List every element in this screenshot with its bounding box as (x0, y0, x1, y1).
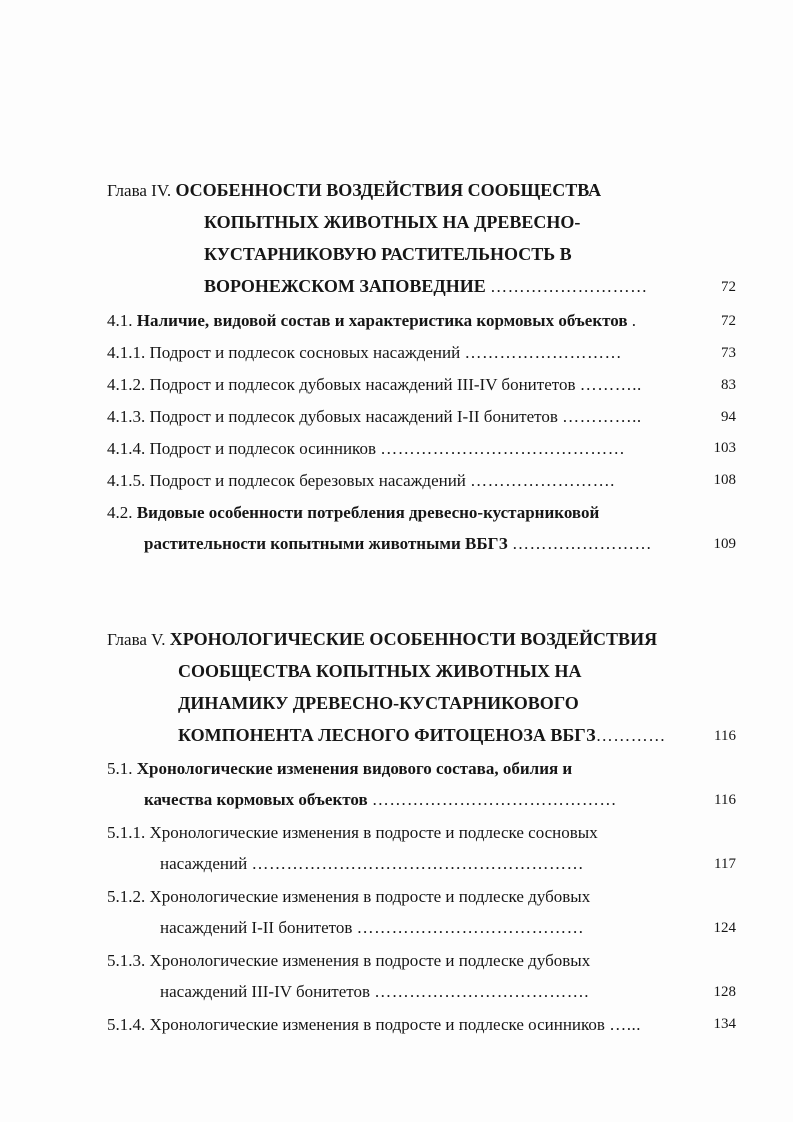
toc-entry-5-1-2-cont (160, 917, 584, 939)
toc-entry-5-1-cont (144, 789, 617, 811)
toc-entry-5-1 (107, 758, 572, 780)
entry-number: 4.2. (107, 503, 133, 522)
entry-page: 73 (721, 345, 736, 361)
toc-entry-5-1-3-cont (160, 981, 589, 1003)
toc-entry-5-1-4 (107, 1014, 641, 1036)
entry-title: Видовые особенности потребления древесно-кустарниковой (136, 503, 600, 522)
entry-title: Подрост и подлесок осинников (149, 439, 376, 458)
entry-number: 5.1.4. (107, 1015, 146, 1034)
toc-entry-4-1-1 (107, 342, 622, 364)
entry-number: 5.1. (107, 759, 133, 778)
toc-entry-4-1 (107, 310, 636, 332)
entry-page: 109 (713, 536, 736, 552)
entry-leader: …………………………………… (371, 790, 617, 809)
entry-page: 83 (721, 377, 736, 393)
entry-number: 4.1. (107, 311, 133, 330)
entry-title: Подрост и подлесок дубовых насаждений I-II бонитетов (149, 407, 558, 426)
toc-entry-5-1-3 (107, 950, 590, 972)
chapter-5-title-line3: ДИНАМИКУ ДРЕВЕСНО-КУСТАРНИКОВОГО (178, 693, 579, 713)
chapter-5-heading-line4 (178, 724, 666, 747)
entry-number: 4.1.5. (107, 471, 146, 490)
toc-entry-4-1-4 (107, 438, 625, 460)
entry-title-cont: растительности копытными животными ВБГЗ (144, 534, 508, 553)
entry-page: 116 (714, 792, 736, 808)
entry-leader: ………………………………………………… (251, 854, 584, 873)
entry-title: Наличие, видовой состав и характеристика кормовых объектов (136, 311, 628, 330)
chapter-5-title-line2: СООБЩЕСТВА КОПЫТНЫХ ЖИВОТНЫХ НА (178, 661, 582, 681)
chapter-5-title-line1: ХРОНОЛОГИЧЕСКИЕ ОСОБЕННОСТИ ВОЗДЕЙСТВИЯ (169, 629, 658, 649)
entry-title: Хронологические изменения видового состава, обилия и (136, 759, 573, 778)
toc-entry-4-1-5 (107, 470, 615, 492)
entry-leader: ……………………… (464, 343, 622, 362)
entry-page: 103 (713, 440, 736, 456)
entry-leader: …... (609, 1015, 641, 1034)
entry-title-cont: насаждений III-IV бонитетов (160, 982, 371, 1001)
toc-entry-4-1-3 (107, 406, 642, 428)
entry-number: 4.1.1. (107, 343, 146, 362)
entry-leader: …………………… (512, 534, 653, 553)
chapter-5-page: 116 (714, 728, 736, 744)
entry-leader: ……….. (579, 375, 642, 394)
entry-title: Хронологические изменения в подросте и подлеске дубовых (149, 951, 591, 970)
entry-title: Хронологические изменения в подросте и подлеске осинников (149, 1015, 605, 1034)
entry-page: 94 (721, 409, 736, 425)
chapter-4-title-line1: ОСОБЕННОСТИ ВОЗДЕЙСТВИЯ СООБЩЕСТВА (175, 180, 602, 200)
chapter-4-title-line3: КУСТАРНИКОВУЮ РАСТИТЕЛЬНОСТЬ В (204, 244, 572, 264)
toc-entry-4-2 (107, 502, 599, 524)
entry-number: 5.1.1. (107, 823, 146, 842)
toc-entry-5-1-1-cont (160, 853, 584, 875)
entry-number: 4.1.2. (107, 375, 146, 394)
entry-title-cont: насаждений (160, 854, 248, 873)
chapter-4-title-line2: КОПЫТНЫХ ЖИВОТНЫХ НА ДРЕВЕСНО- (204, 212, 581, 232)
entry-title: Хронологические изменения в подросте и подлеске дубовых (149, 887, 591, 906)
entry-number: 5.1.2. (107, 887, 146, 906)
chapter-4-title-line4: ВОРОНЕЖСКОМ ЗАПОВЕДНИЕ (204, 276, 486, 296)
entry-title-cont: качества кормовых объектов (144, 790, 368, 809)
entry-number: 5.1.3. (107, 951, 146, 970)
entry-page: 134 (713, 1016, 736, 1032)
chapter-5-prefix: Глава V. (107, 630, 166, 649)
toc-entry-4-2-cont (144, 533, 652, 555)
chapter-5-heading-line1 (107, 628, 657, 651)
entry-page: 124 (713, 920, 736, 936)
entry-title: Подрост и подлесок дубовых насаждений III-IV бонитетов (149, 375, 576, 394)
entry-number: 4.1.4. (107, 439, 146, 458)
entry-leader: ………………………………… (356, 918, 585, 937)
entry-page: 72 (721, 313, 736, 329)
toc-entry-4-1-2 (107, 374, 642, 396)
entry-title: Хронологические изменения в подросте и подлеске сосновых (149, 823, 598, 842)
entry-leader: …………………………………… (380, 439, 626, 458)
toc-entry-5-1-2 (107, 886, 590, 908)
chapter-4-prefix: Глава IV. (107, 181, 172, 200)
entry-leader: ……………………. (470, 471, 615, 490)
entry-leader: ………….. (562, 407, 642, 426)
entry-leader: . (631, 311, 637, 330)
entry-number: 4.1.3. (107, 407, 146, 426)
entry-leader: ………………………………. (374, 982, 590, 1001)
toc-entry-5-1-1 (107, 822, 598, 844)
entry-page: 117 (714, 856, 736, 872)
entry-page: 108 (713, 472, 736, 488)
entry-page: 128 (713, 984, 736, 1000)
entry-title-cont: насаждений I-II бонитетов (160, 918, 353, 937)
chapter-4-page: 72 (721, 279, 736, 295)
chapter-4-leader: ……………………… (490, 277, 648, 296)
chapter-5-leader: ………… (595, 726, 666, 745)
entry-title: Подрост и подлесок березовых насаждений (149, 471, 466, 490)
chapter-5-title-line4: КОМПОНЕНТА ЛЕСНОГО ФИТОЦЕНОЗА ВБГЗ (178, 725, 596, 745)
entry-title: Подрост и подлесок сосновых насаждений (149, 343, 461, 362)
chapter-4-heading-line1 (107, 179, 601, 202)
chapter-4-heading-line4 (204, 275, 648, 298)
